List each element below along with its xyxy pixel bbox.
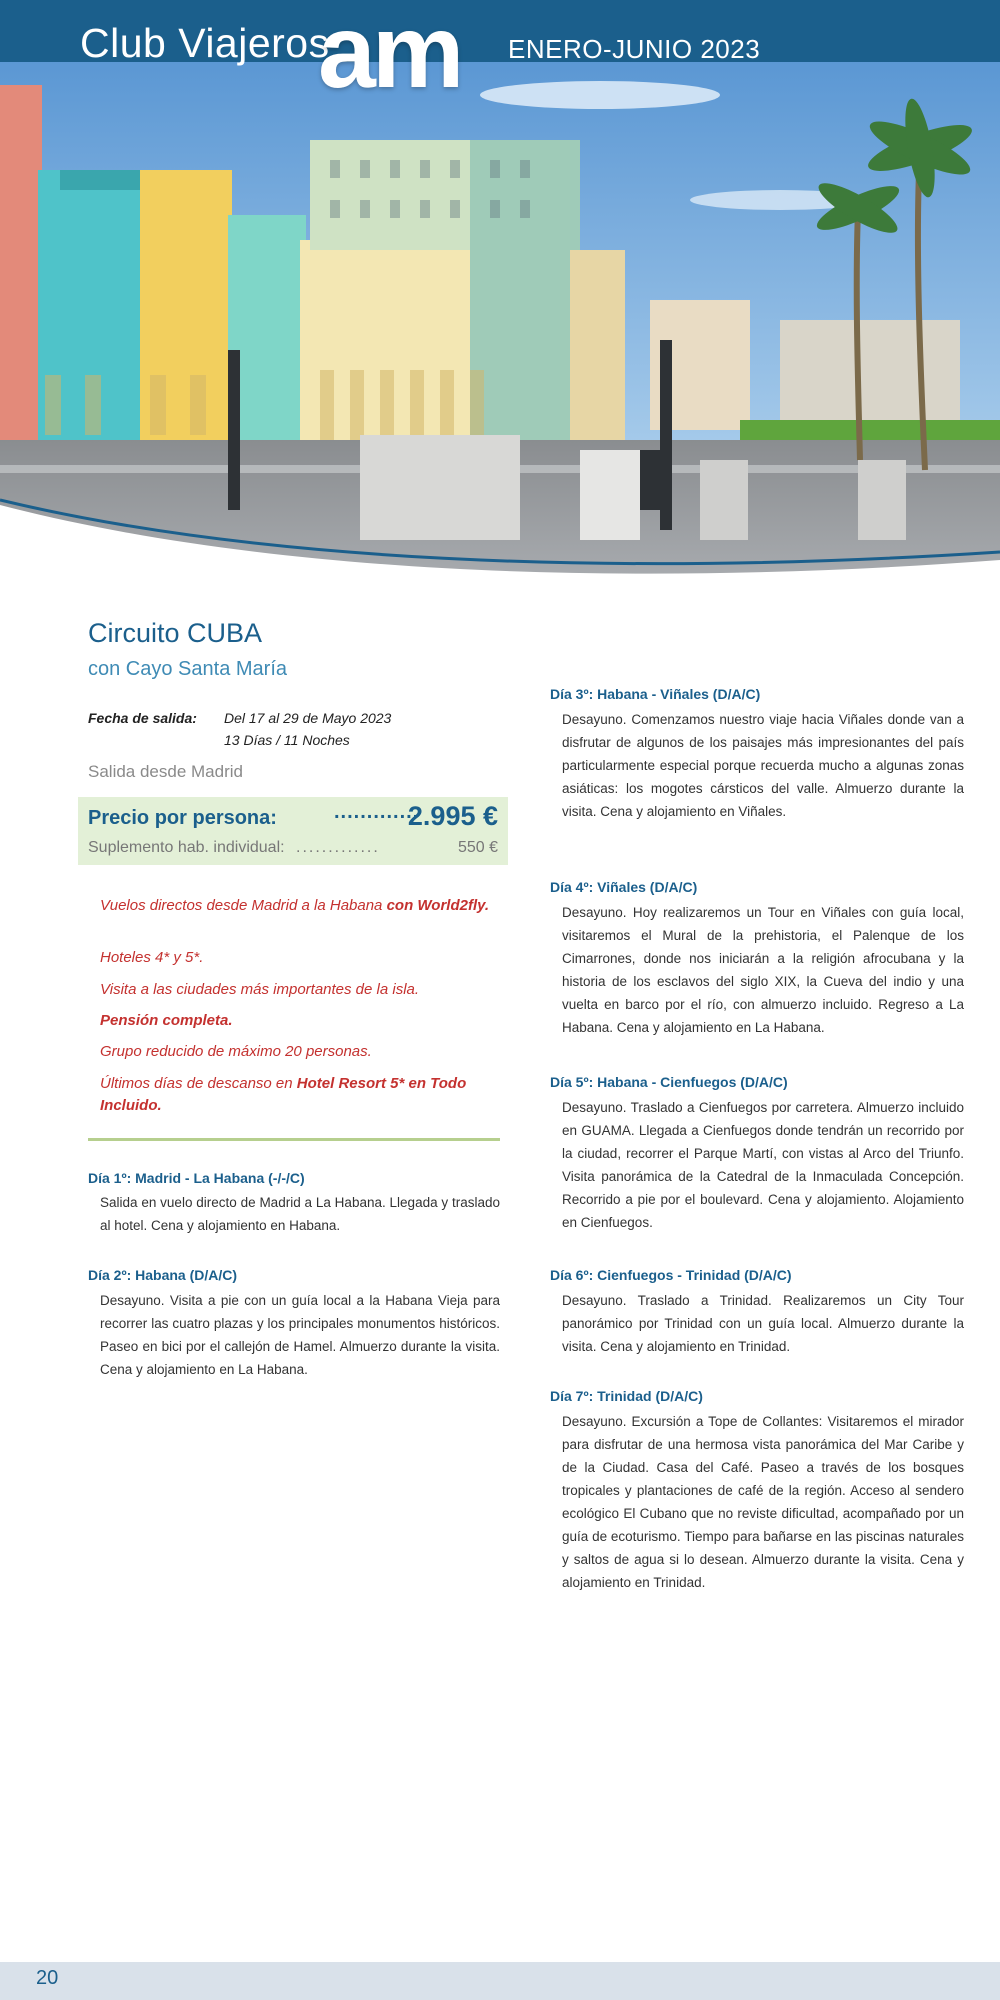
- day-3-heading: Día 3º: Habana - Viñales (D/A/C): [550, 686, 761, 702]
- highlight-resort: Últimos días de descanso en Hotel Resort 5* en Todo Incluido.: [100, 1075, 467, 1114]
- supplement-dots: .............: [296, 839, 380, 856]
- price-label: Precio por persona:: [88, 807, 277, 829]
- day-1-text: Salida en vuelo directo de Madrid a La Habana. Llegada y traslado al hotel. Cena y alojamiento en Habana.: [100, 1195, 500, 1233]
- page-number: 20: [36, 1967, 59, 1989]
- trip-subtitle: con Cayo Santa María: [88, 658, 287, 680]
- catalog-period: ENERO-JUNIO 2023: [508, 34, 761, 64]
- day-2-text: Desayuno. Visita a pie con un guía local a la Habana Vieja para recorrer las cuatro plazas y los principales monumentos históricos. Paseo en bici por el callejón de Hamel. Almuerzo durante la visita. Cena y alojamiento en La Habana.: [100, 1293, 500, 1377]
- day-2-heading: Día 2º: Habana (D/A/C): [88, 1267, 238, 1283]
- highlight-small-group: Grupo reducido de máximo 20 personas.: [100, 1043, 372, 1060]
- day-6-heading: Día 6º: Cienfuegos - Trinidad (D/A/C): [550, 1267, 792, 1283]
- departure-city: Salida desde Madrid: [88, 762, 243, 781]
- price-dots: .............: [334, 801, 420, 823]
- trip-title: Circuito CUBA: [88, 618, 263, 648]
- highlight-full-board: Pensión completa.: [100, 1012, 233, 1029]
- price-box: [78, 797, 508, 865]
- footer-band: [0, 1962, 1000, 2000]
- day-3-text: Desayuno. Comenzamos nuestro viaje hacia Viñales donde van a disfrutar de algunos de los paisajes más impresionantes del país particularmente especial porque recuerda mucho a algunas zonas asiáticas: los mogotes cársticos del valle. Almuerzo durante la visita. Cena y alojamiento en Viñales.: [562, 712, 964, 819]
- highlight-cities: Visita a las ciudades más importantes de la isla.: [100, 981, 420, 998]
- supplement-value: 550 €: [457, 839, 498, 856]
- trip-duration: 13 Días / 11 Noches: [224, 732, 350, 748]
- day-7-heading: Día 7º: Trinidad (D/A/C): [550, 1388, 703, 1404]
- departure-date-value: Del 17 al 29 de Mayo 2023: [224, 710, 392, 726]
- day-5-text: Desayuno. Traslado a Cienfuegos por carretera. Almuerzo incluido en GUAMA. Llegada a Cienfuegos donde tendrán un recorrido por la ciudad, recorrer el Parque Martí, con vistas al Arco del Triunfo. Visita panorámica de la Catedral de la Inmaculada Concepción. Recorrido a pie por el boulevard. Cena y alojamiento. Alojamiento en Cienfuegos.: [562, 1100, 964, 1230]
- price-value: 2.995 €: [407, 801, 498, 831]
- day-1-heading: Día 1º: Madrid - La Habana (-/-/C): [88, 1170, 305, 1186]
- havana-street-illustration: [0, 0, 1000, 580]
- hero-photo: [0, 0, 1000, 580]
- day-4-heading: Día 4º: Viñales (D/A/C): [550, 879, 698, 895]
- day-4-text: Desayuno. Hoy realizaremos un Tour en Viñales con guía local, visitaremos el Mural de la prehistoria, el Palenque de los Cimarrones, donde nos iniciarán a la religión afrocubana y la historia de los esclavos del siglo XIX, la Cueva del indio y una vuelta en barco por el río, con almuerzo incluido. Regreso a La Habana. Cena y alojamiento en La Habana.: [562, 905, 964, 1035]
- section-divider: [88, 1138, 500, 1141]
- day-6-text: Desayuno. Traslado a Trinidad. Realizaremos un City Tour panorámico por Trinidad con un guía local. Almuerzo durante la visita. Cena y alojamiento en Trinidad.: [562, 1293, 964, 1354]
- day-7-text: Desayuno. Excursión a Tope de Collantes: Visitaremos el mirador para disfrutar de una hermosa vista panorámica del Mar Caribe y de la Ciudad. Casa del Café. Paseo a través de los bosques tropicales y plantaciones de café de la región. Acceso al sendero ecológico El Cubano que no reviste dificultad, acompañado por un guía de ecoturismo. Tiempo para bañarse en las piscinas naturales y saltos de agua si lo desean. Almuerzo durante la visita. Cena y alojamiento en Trinidad.: [562, 1414, 964, 1590]
- departure-date-label: Fecha de salida:: [88, 710, 197, 726]
- highlight-flights: Vuelos directos desde Madrid a la Habana con World2fly.: [100, 897, 490, 914]
- brand-logo: am: [318, 0, 461, 110]
- supplement-label: Suplemento hab. individual:: [88, 839, 285, 856]
- club-viajeros-title: Club Viajeros: [80, 20, 330, 66]
- day-5-heading: Día 5º: Habana - Cienfuegos (D/A/C): [550, 1074, 788, 1090]
- highlight-hotels: Hoteles 4* y 5*.: [100, 949, 204, 966]
